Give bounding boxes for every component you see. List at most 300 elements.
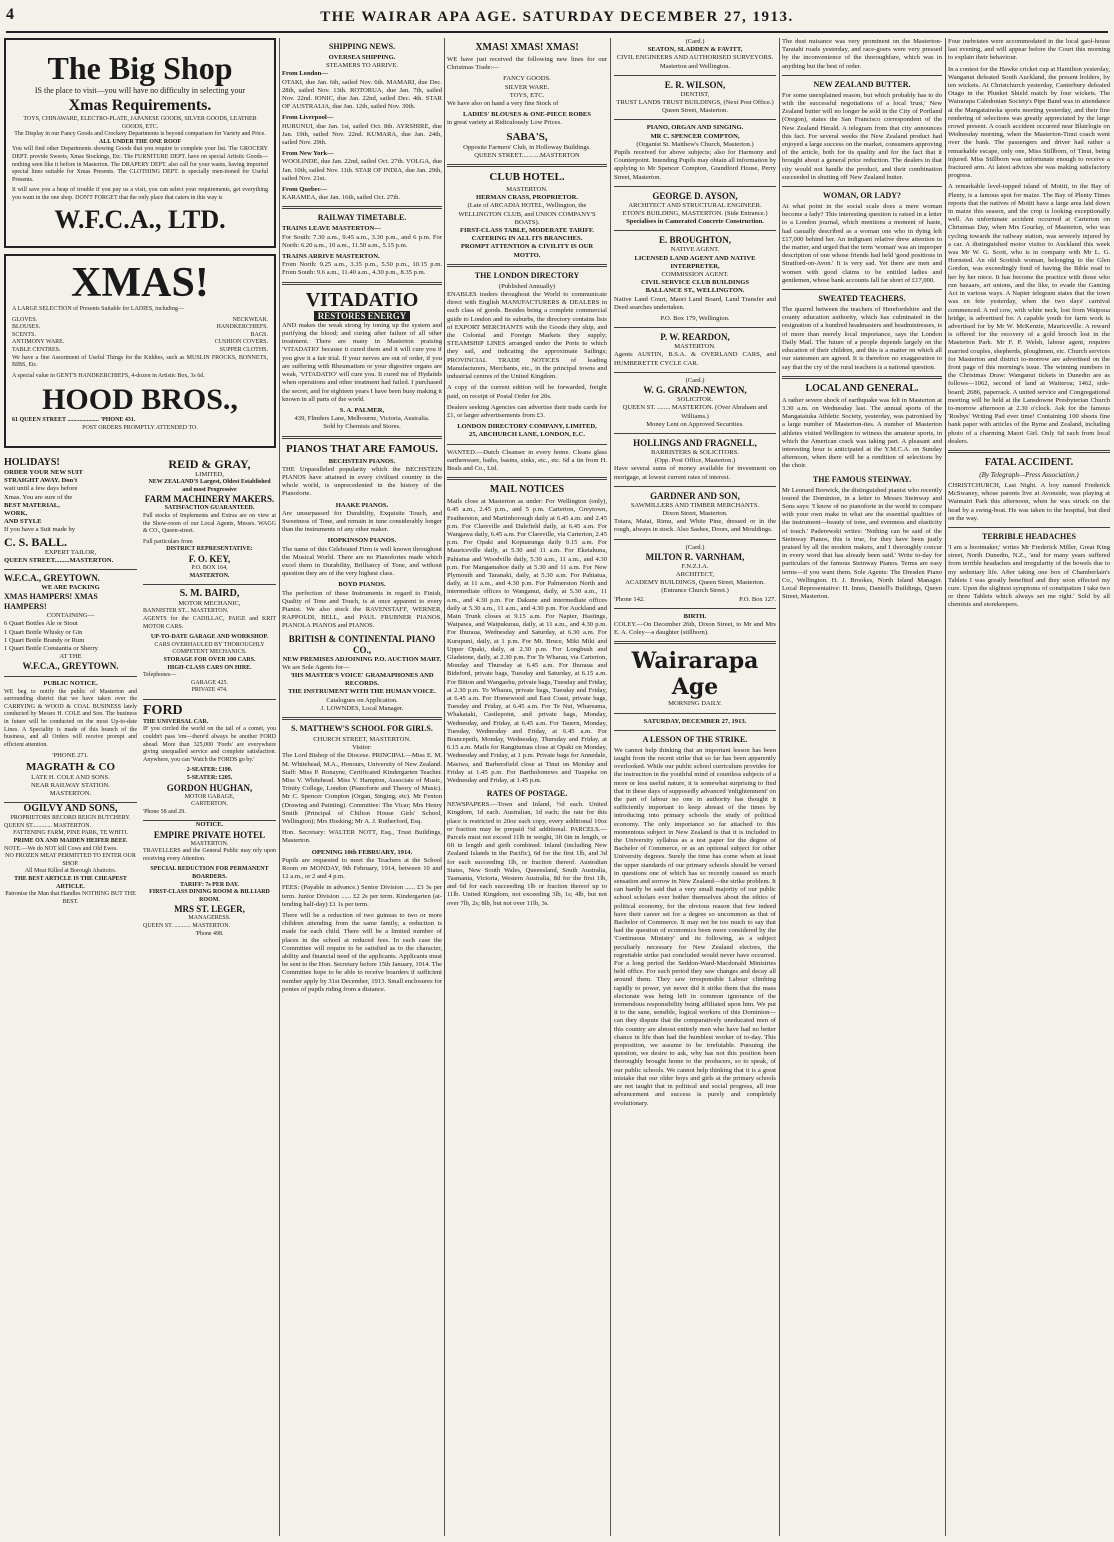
from-liverpool: From Liverpool— (282, 114, 334, 122)
ayson-sub: ARCHITECT AND STRUCTURAL ENGINEER. (628, 201, 762, 209)
wilson-sub: DENTIST, (680, 90, 710, 98)
broughton-body: Native Land Court, Maori Land Board, Land Transfer and Deed searches undertaken. (614, 295, 776, 311)
seaton-title: SEATON, SLADDEN & FAVITT, (647, 46, 743, 54)
club-town: MASTERTON. (506, 186, 548, 194)
hood-items (12, 317, 268, 355)
baird-tel: Telephones— (143, 672, 177, 679)
club-prompt: PROMPT ATTENTION & CIVILITY IS OUR MOTTO. (460, 243, 594, 259)
club-tariff: FIRST-CLASS TABLE, MODERATE TARIFF. (460, 227, 594, 235)
directory-body: ENABLES traders throughout the World to communicate direct with English MANUFACTURERS & DEALERS in each class of goods. Besides being a complete commercial guide to London and its suburbs, the directory contains lists of EXPORT MERCHANTS with the Goods they ship, and the Colonial and Foreign Markets they supply; STEAMSHIP LINES arranged under the Ports to which they sail, and indicating the approximate Sailings; PROVINCIAL TRADE NOTICES of leading Manufacturers, Merchants, etc., in the principal towns and industrial centres of the United Kingdom. (447, 291, 607, 381)
hotel-notice: NOTICE. (195, 821, 224, 829)
column-1 (4, 38, 276, 1538)
ball-trade: EXPERT TAILOR, (44, 548, 97, 556)
broughton-title: E. BROUGHTON, (658, 235, 732, 246)
reid-largest: NEW ZEALAND'S Largest, Oldest Established and most Progressive (148, 479, 271, 493)
list-item: SILVER WARE. (504, 83, 550, 91)
london-ships: OTAKI, due Jan. 6th, sailed Nov. 6th. MAMARI, due Dec. 28th, sailed Nov. 13th. ROTORUA, due Jan. 7th, sailed Nov. 22nd. IONIC, due Jan. 22nd, sailed Dec. 4th. STAR OF AUSTRALIA, due Jan. 12th, sailed Nov. 30th. (282, 78, 442, 111)
baird-ad (143, 585, 276, 700)
broughton-civil: CIVIL SERVICE CLUB BUILDINGS (640, 279, 750, 287)
directory-address: 25, ABCHURCH LANE, LONDON, E.C. (469, 431, 585, 439)
varnham-card: (Card.) (685, 543, 705, 551)
mail-title: MAIL NOTICES (489, 484, 565, 496)
ford-five-seater: 5-SEATER: £205. (186, 775, 233, 782)
grandnewton-address: QUEEN ST. ........ MASTERTON. (Over Abraham and Williams.) (622, 404, 768, 420)
ball-line: Xmas. You are sure of the (4, 493, 73, 501)
baird-hire: HIGH-CLASS CARS ON HIRE. (167, 664, 252, 671)
baird-private-no: PRIVATE 474. (191, 687, 228, 694)
xmas-requirements: Xmas Requirements. (68, 97, 212, 114)
big-shop-goods: TOYS, CHINAWARE, ELECTRO-PLATE, JAPANESE GOODS, SILVER GOODS, LEATHER GOODS, ETC. (23, 116, 257, 130)
birth-body: COLEY.—On December 26th, Dixon Street, to Mr and Mrs E. A. Coley—a daughter (stillborn). (614, 620, 776, 637)
hopkinson-body: The name of this Celebrated Firm is well known throughout the Musical World. There are no Pianofortes made which excel them in Durability, Brilliancy of Tone, and without question they are of the very highest class. (282, 545, 442, 578)
saba-body: WE have just received the following new lines for our Christmas Trade:— (447, 56, 607, 72)
ogilvy-frozen: NO FROZEN MEAT PERMITTED TO ENTER OUR SHOP. (5, 853, 136, 867)
hollings-sub: BARRISTERS & SOLICITORS. (651, 448, 739, 456)
ford-body: IF you circled the world on the tail of a comet, you couldn't pass 'em—there'd always be another FORD ahead. More than 325,000 'Fords' are everywhere giving unequalled service and complete satisfaction. Anywhere, you can 'Watch the FORDS go by.' (143, 726, 276, 763)
inebriates-item: Four inebriates were accommodated in the local gaol-house last evening, and will appear before the Court this morning to explain their behaviour. (948, 38, 1110, 62)
matthews-rest: There will be a reduction of two guineas to two or more children attending from the same family, a reduction is made for each child. There will be a limited number of places in the school at reduced fees. In each case the Committee will require to be satisfied as to the character, ability and financial need of the applicants. Applicants must be sent to the Hon. Secretary before 15th January, 1914. The Committee hope to be able to receive boarders if sufficient number apply by 31st December, 1913. Small enclosures for ponies of pupils riding from a distance. (282, 912, 442, 993)
ford-dealer: GORDON HUGHAN, (166, 782, 253, 793)
column-divider (444, 38, 445, 1536)
fatal-accident-body: CHRISTCHURCH, Last Night. A boy named Frederick McSwaney, whose parents live at Avonside, was playing at Waimairi Park this afternoon, when he was struck on the head by a swing-boat. He was taken to the hospital, but died on the way. (948, 481, 1110, 522)
divider (614, 539, 776, 540)
compton-title: PIANO, ORGAN AND SINGING. (646, 124, 744, 132)
list-item: SUPPER CLOTHS. (219, 346, 268, 353)
ogilvy-address: QUEEN ST............. MASTERTON. (4, 822, 92, 829)
ogilvy-patron: Patronise the Man that Handles NOTHING BUT THE BEST. (5, 891, 136, 905)
column-4 (614, 38, 776, 1538)
right-subcolumn (143, 454, 276, 938)
broughton-box: P.O. Box 179, Wellington. (660, 315, 730, 323)
steamers-arrive: STEAMERS TO ARRIVE. (325, 62, 399, 70)
list-item: HANDKERCHIEFS. (216, 324, 268, 331)
wilson-title: E. R. WILSON, (664, 79, 726, 90)
hopkinson-title: HOPKINSON PIANOS. (327, 537, 397, 545)
ford-garage: MOTOR GARAGE, (184, 793, 235, 800)
postage-rates-title: RATES OF POSTAGE. (486, 789, 568, 799)
hood-right-list (215, 317, 268, 355)
column-6 (948, 38, 1110, 1538)
pianos-title: PIANOS THAT ARE FAMOUS. (286, 442, 438, 455)
varnham-contact (614, 596, 776, 604)
news-items-2: A remarkable level-topped island of Motiti, in the Bay of Plenty, is a famous spot for maize. The Bay of Plenty Times reports that the natives of Motiti have a large area laid down in maize this season, and the crop is looking exceptionally well. An unfortunate accident occurred at Carterton on Christmas Day, when Mrs Gourlay, of Masterton, who was cycling towards the railway station, was severely injured by a car. A distinguished motor visitor to Auckland this week was Mr W. G. Scott, who is in company with Mr L. G. Hornsted. An old Scottish woman, belonging to the Glen Gordon, was exceedingly fond of having the Bible read to her by her niece. It has become the practice with those who run bazaars, art unions, and the like, to evade the Gaming Act in various ways. A Napier telegram states that the town was en fete yesterday, when the two days' carnival commenced. A red cow, with white neck, lost from Waipoua bridge, is advertised for. A capable youth for farm work is advertised for by Mr W. McKenzie, Mauriceville. A reward is offered for the recovery of a gold brooch lost in the Masterton Park. Mr F. P. Welsh, labour agent, requires married couples, shepherds, ploughmen, etc. Church services for Masterton and district to-morrow are advertised on the front page of this morning's issue. The winning numbers in the Christmas Draw: Wanganui tickets in Dunedin are as follows—1062, second of land at Waiteroa; 1462, side-board; 2686, paperrack. A united service and Congregational meeting will be held at the Lansdowne Presbyterian Church to-morrow afternoon at 2.30 o'clock. Ask for the famous 'Rosbys' Writing Pad ever time! Containing 100 sheets fine bank paper with articles of the Ryme and Zealand, including photo of a charming Maori Girl. Only 6d each from local dealers. (948, 183, 1110, 445)
ball-line: AND STYLE (4, 518, 42, 526)
shipping-title: SHIPPING NEWS. (328, 42, 396, 51)
matthews-fees: FEES: (Payable in advance.) Senior Division ...... £3 3s per term. Junior Division ...... £2 2s per term. Kindergarten (at-tending half-day) £1 1s per term. (282, 884, 442, 908)
divider (614, 608, 776, 609)
divider (614, 75, 776, 76)
wanted-notice: WANTED.—Dutch Cleanser in every home. Cleans glass earthenware, baths, basins, sinks, etc., etc. 6d a tin from H. Beals and Co., Ltd. (447, 448, 607, 472)
divider (282, 436, 442, 439)
gardner-sub: SAWMILLERS AND TIMBER MERCHANTS. (630, 501, 760, 509)
directory-dealers: Dealers seeking Agencies can advertise their trade cards for £1, or larger advertisements from £3. (447, 403, 607, 419)
reid-name: F. O. KEY, (188, 553, 231, 564)
his-masters-voice: 'HIS MASTER'S VOICE' GRAMAPHONES AND RECORDS. (290, 671, 434, 688)
vitadatio-body: AND makes the weak strong by toning up the system and purifying the blood; and curing after failure of all other treatment. There are many in Masterton praising 'VITADATIO' because it cured them and it will cure you if you give it a fair trial. If your nerves are out of order, if you are suffering with Rheumatism or your digestive organs are weak, 'VITADATIO' will cure you. It cured me of Hydatids when operations and other treatment had failed. I purchased the secret, and for eighteen years I have been busy making it known in all parts of the world. (282, 321, 442, 403)
big-shop-trouble: It will save you a heap of trouble if you pay us a visit, you can select your requirements, get everything you want in the one shop. DON'T FORGET that the only place that caters in this way is (12, 187, 268, 201)
ball-line: STRAIGHT AWAY. Don't (4, 477, 78, 485)
railway-title: RAILWAY TIMETABLE. (317, 213, 407, 223)
hood-address: 61 QUEEN STREET ..................... 'PHONE 431. (12, 417, 136, 424)
headaches-title: TERRIBLE HEADACHES (981, 531, 1077, 541)
matthews-pupils: Pupils are requested to meet the Teachers at the School Room on MONDAY, 9th February, 1914, between 10 and 12 a.m., or 2 and 4 p.m. (282, 856, 442, 881)
baird-storage: STORAGE FOR OVER 100 CARS. (163, 656, 256, 663)
matthews-sec: Hon. Secretary: WALTER NOTT, Esq., Trust Buildings, Masterton. (282, 829, 442, 845)
list-item: 6 Quart Bottles Ale or Stout (4, 620, 78, 628)
grandnewton-card: (Card.) (685, 376, 705, 384)
strike-title: A LESSON OF THE STRIKE. (642, 734, 748, 744)
hood-gents: A special value in GENT'S HANDKERCHIEFS, 4-dozen in Artistic Box, 3s 6d. (12, 372, 205, 379)
ogilvy-note: NOTE.—We do NOT kill Cows and Old Ewes. (4, 845, 118, 852)
bechstein-body: THE Unparalleled popularity which the BECHSTEIN PIANOS have attained in every civilised country in the whole world, is unprecedented in the history of the Pianoforte. (282, 465, 442, 498)
liverpool-ships: HURUNUI, due Jan. 1st, sailed Oct. 8th. AYRSHIRE, due Jan. 19th, sailed Nov. 22nd. KUMARA, due Jan. 24th, sailed Nov. 29th. (282, 122, 442, 147)
ball-line: BEST MATERIAL, (4, 501, 60, 509)
divider (614, 119, 776, 120)
ford-sub: THE UNIVERSAL CAR. (143, 718, 209, 725)
divider (782, 186, 942, 187)
woman-lady-body: At what point in the social scale does a mere woman become a lady? This interesting question is raised in a letter to a London journal, which mentions a moment of haste, had casually described as a woman one who in dying left £17,000 behind her. An indignant relative drew attention to the matter, and urged that the term 'woman' was an improper description of one whose friends had held 'good positions in Stratford-on-Avon.' It is very sad. Yet there are men and women with good claims to be entitled ladies and gentlemen, whose bank accounts fall far short of £17,000. (782, 203, 942, 284)
ball-name: C. S. BALL. (4, 534, 68, 549)
divider (614, 641, 776, 644)
matthews-visitor: Visitor: (352, 744, 372, 752)
reid-rep: DISTRICT REPRESENTATIVE: (166, 546, 253, 553)
directory-pub: (Published Annually) (498, 282, 556, 290)
reid-limited: LIMITED, (195, 471, 224, 478)
hood-intro: A LARGE SELECTION of Presents Suitable for LADIES, including— (12, 306, 184, 312)
column-divider (945, 38, 946, 1536)
containing: CONTAINING— (46, 612, 95, 620)
ogilvy-killed: All Meat Killed at Borough Abattoirs. (24, 868, 117, 875)
woman-lady-title: WOMAN, OR LADY? (823, 191, 901, 201)
divider (447, 164, 607, 167)
hotel-body: TRAVELLERS and the General Public may rely upon receiving every Attention. (143, 848, 276, 862)
baird-title: S. M. BAIRD, (179, 588, 240, 600)
seaton-town: Masterton and Wellington. (659, 62, 731, 70)
saba-blouses: LADIES' BLOUSES & ONE-PIECE ROBES (463, 111, 591, 119)
gardner-address: Dixon Street, Masterton. (662, 509, 728, 517)
divider (614, 730, 776, 731)
from-london: From London— (282, 70, 328, 78)
column-2 (282, 38, 442, 1538)
divider (948, 450, 1110, 453)
farm-machinery: FARM MACHINERY MAKERS. (144, 494, 275, 505)
directory-firm: LONDON DIRECTORY COMPANY, LIMITED, (457, 423, 597, 431)
list-item: CUSHION COVERS. (214, 339, 268, 346)
reid-body: Full stocks of Implements and Extras are on view at the Show-room of our Local Agents, Messrs. WAGG & CO., Queen-street. (143, 512, 276, 535)
hollings-title: HOLLINGS AND FRAGNELL, (633, 437, 757, 448)
sweated-body: The quarrel between the teachers of Herefordshire and the county education authority, which has culminated in the resignation of a hundred headmasters and headmistresses, is of more than merely local importance, says the London Daily Mail. The future of a people depends largely on the education of their children, and this is a matter on which all our statesmen are agreed. It is therefore no exaggeration to say that the cry of the rural teachers is a national question. (782, 306, 942, 371)
list-item: 1 Quart Bottle Brandy or Rum (4, 636, 85, 644)
from-newyork: From New York— (282, 150, 334, 158)
sweated-title: SWEATED TEACHERS. (818, 294, 906, 304)
gardner-title: GARDNER AND SON, (650, 490, 740, 501)
ford-two-seater: 2-SEATER: £190. (186, 767, 233, 774)
trains-arrive: TRAINS ARRIVE MASTERTON. (282, 253, 380, 261)
matthews-title: S. MATTHEW'S SCHOOL FOR GIRLS. (291, 724, 433, 733)
steinway-body: Mr Leonard Borwick, the distinguished pianist who recently toured the Dominion, in a letter to Messrs Steinway and Sons says: 'I know of no pianoforte in the world to compare with your own make in what are the essential qualities of the instrument—beauty of tone, and evenness and elasticity of touch.' Paderewski writes: 'Nothing can be said of the Steinway Pianos, this is true, for they have been justly praised by all the modern makers, and I thoroughly concur in every word that has already been said.' Write to-day for particulars of the famous Steinway Pianos. Terms are easy terms—if you want them. Sole Agents: The Dresden Piano Co., Wellington. H. J. Brookes, North Island Manager. Local Representative: H. Innes, Daniell's Buildings, Queen Street, Masterton. (782, 486, 942, 601)
baird-garage-no: GARAGE 425. (191, 679, 228, 686)
wfca-firm: W.F.C.A., LTD. (54, 204, 226, 234)
big-shop-ad (4, 38, 276, 248)
column-divider (610, 38, 611, 1536)
ayson-title: GEORGE D. AYSON, (652, 190, 738, 201)
page-number: 4 (6, 6, 14, 23)
compton-body: Pupils received for above subjects; also for Harmony and Counterpoint. Intending Pupils may obtain all information by applying to Mr Spencer Compton, Grandford House, Perry Street, Masterton. (614, 149, 776, 181)
varnham-phone: 'Phone 142. (614, 595, 645, 603)
ogilvy-title: OGILVY AND SONS, (23, 803, 118, 815)
ogilvy-best: THE BEST ARTICLE IS THE CHEAPEST ARTICLE. (14, 875, 127, 890)
steinway-title: THE FAMOUS STEINWAY. (812, 474, 912, 484)
reardon-title: P. W. REARDON, (660, 332, 730, 343)
divider (782, 376, 942, 379)
saba-firm: SABA'S, (506, 130, 548, 143)
hood-bros-firm: HOOD BROS., (42, 383, 238, 417)
ogilvy-prime: PRIME OX AND MAIDEN HEIFER BEEF. (13, 838, 128, 844)
saba-title: XMAS! XMAS! XMAS! (475, 42, 579, 53)
reardon-body: Agents AUSTIN, B.S.A. & OVERLAND CARS, and HUMBERETTE CYCLE CAR. (614, 351, 776, 367)
column-3 (447, 38, 607, 1538)
club-catering: CATERING IN ALL ITS BRANCHES. (471, 235, 583, 243)
magrath-near: NEAR RAILWAY STATION. (31, 781, 110, 789)
matthews-address: CHURCH STREET, MASTERTON. (313, 736, 411, 743)
hood-kiddies: We have a fine Assortment of Useful Things for the Kiddies, such as MUSLIN FROCKS, BONNETS, BIBS, Etc. (12, 354, 268, 369)
broughton-commission: COMMISSION AGENT. (661, 271, 729, 279)
haake-title: HAAKE PIANOS. (335, 501, 389, 509)
hollings-body: Have several sums of money available for investment on mortgage, at lowest current rates of interest. (614, 465, 776, 481)
postage-rates-body: NEWSPAPERS.—Town and Inland, ½d each. United Kingdom, 1d each. Australian, 1d each; the rate for this place is restricted to 20oz each copy, every additional 10oz or fraction may be prepaid ½d additional. PARCELS.—Parcels must not exceed 11lb in weight, 3ft 6in in length, or 6ft in length and girth combined. Inland (including New Zealand Islands in the Pacific), 6d for the first 1lb, and 3d for each succeeding 1lb, or fraction thereof. Australian States, New South Wales, Queensland, South Australia, Tasmania, Victoria, Western Australia, 8d for the first 1lb, and 6d for each succeeding 1lb or fraction thereof up to 11lb. United Kingdom, not exceeding 3lb, 1s; 4lb, but not over 7lb, 2s; 8lb, but not over 11lb, 3s. (447, 801, 607, 907)
sole-agents: We are Sole Agents for— (282, 663, 350, 671)
list-item: SCENTS. (12, 331, 36, 338)
list-item: GLOVES. (12, 316, 38, 323)
vitadatio-name: S. A. PALMER, (339, 406, 385, 414)
trains-leave: TRAINS LEAVE MASTERTON— (282, 225, 381, 233)
magrath-town: MASTERTON. (49, 790, 92, 798)
butter-body: For some unexplained reason, but which probably has to do with the successful negotiations of a local 'trust,' New Zealand butter will no longer be sold in the City of Portland (Oregon), states the San Francisco correspondent of the New Zealand Herald. A telegram from that city announces this fact. For several weeks the New Zealand product had enjoyed a large success on the market, consumers approving of the article, both for its quality and for the fact that it brought about a general price reduction. The dealers in that city would not handle the product, and their combination succeeded in shutting off New Zealand butter. (782, 91, 942, 181)
hood-left-list (12, 317, 64, 355)
wairarapa-age-masthead: Wairarapa Age (631, 648, 759, 701)
divider (614, 713, 776, 714)
hotel-town: MASTERTON. (190, 840, 229, 847)
divider (447, 477, 607, 480)
reid-gray-ad (143, 454, 276, 585)
divider (948, 527, 1110, 528)
dust-nuisance: The dust nuisance was very prominent on the Masterton-Taratahi roads yesterday, and race-goers were very pressed by the inconvenience of the thoroughfare, which was in anything but the best of order. (782, 38, 942, 70)
directory-copy: A copy of the current edition will be forwarded, freight paid, on receipt of Postal Order for 20s. (447, 384, 607, 400)
hotel-title: EMPIRE PRIVATE HOTEL (153, 829, 266, 840)
list-item: 1 Quart Bottle Constantia or Sherry (4, 645, 98, 653)
hollings-address: (Opp. Post Office, Masterton.) (654, 457, 736, 465)
broughton-ballance: BALLANCE ST., WELLINGTON. (645, 287, 745, 295)
baird-cars: CARS OVERHAULED BY THOROUGHLY COMPETENT MECHANICS. (154, 641, 265, 656)
saba-town: QUEEN STREET...........MASTERTON (474, 151, 580, 159)
hotel-mrs: MRS ST. LEGER, (174, 904, 245, 915)
saba-variety: in great variety at Ridiculously Low Prices. (447, 119, 562, 127)
list-item: BAGS. (250, 331, 268, 338)
varnham-sub2: ARCHITECT, (675, 570, 715, 578)
grandnewton-money: Money Lent on Approved Securities. (646, 420, 744, 428)
seaton-sub: CIVIL ENGINEERS AND AUTHORISED SURVEYORS. (616, 54, 774, 62)
ogilvy-ad (4, 803, 137, 906)
public-notice: PUBLIC NOTICE. (43, 680, 98, 688)
club-hotel-title: CLUB HOTEL. (489, 171, 565, 184)
newyork-ships: WOOLINDE, due Jan. 22nd, sailed Oct. 27th. VOLGA, due Jan. 10th, sailed Nov. 11th. STAR OF INDIA, due Jan. 29th, sailed Nov. 21st. (282, 158, 442, 182)
oversea-shipping: OVERSEA SHIPPING. (328, 54, 396, 61)
hotel-address: QUEEN ST. ........... MASTERTON. (143, 922, 231, 929)
list-item: TOYS, ETC. (509, 91, 545, 99)
divider (614, 372, 776, 373)
hotel-phone: 'Phone 498. (195, 930, 224, 937)
restores-energy-badge: RESTORES ENERGY (314, 311, 411, 321)
hampers: XMAS HAMPERS! XMAS HAMPERS! (4, 592, 98, 612)
butter-title: NEW ZEALAND BUTTER. (813, 79, 911, 89)
headaches-body: 'I am a bootmaker,' writes Mr Frederick Miller, Great King street, North Dunedin, N.Z., 'and for many years suffered from terrible headaches and irregularity of the bowels due to my sedentary life. After taking one box of Chamberlain's Tablets I was greatly benefited and they soon effected my cure. Upon the slightest symptoms of constipation I take two or three Tablets which always set me right.' Sold by all chemists and storekeepers. (948, 543, 1110, 609)
divider (282, 282, 442, 285)
big-shop-intro: IS the place to visit—you will have no difficulty in selecting your (34, 86, 246, 95)
divider (614, 327, 776, 328)
saba-address: Opposite Farmers' Club, in Holloway Buildings. (463, 143, 591, 151)
magrath-late: LATE H. COLE AND SONS. (31, 773, 110, 781)
british-piano-co: BRITISH & CONTINENTAL PIANO CO., (288, 633, 436, 655)
saba-stock: We have also on hand a very fine Stock of (447, 100, 559, 108)
list-item: ANTIMONY WARE. (12, 339, 65, 346)
big-shop-title: The Big Shop (47, 50, 233, 86)
packing: WE ARE PACKING (41, 584, 100, 592)
divider (282, 206, 442, 209)
matthews-body: The Lord Bishop of the Diocese. PRINCIPAL—Miss E. M. M. Whitehead, M.A., Honours, University of New Zealand. Staff: Miss P. Ronayne, Certificated Kindergarten Teacher. Miss V. Whitehead. Miss V. Hampton, Associate of Music, Trinity College, London (Pianoforte and Theory of Music). Mr C. Spencer Compton (Organ, Singing, etc). Mr Fenton (Drawing and Painting). Committee: The Vicar; Mrs Henry Smith (Principal of Chilton House Girls' School, Wellington); Mrs Hosking; Mr A. J. Rutherford, Esq. (282, 752, 442, 826)
ball-line: If you have a Suit made by (4, 526, 76, 534)
boyd-title: BOYD PIANOS. (338, 581, 386, 589)
magrath-phone: 'PHONE 271. (52, 752, 89, 760)
ford-town: CARTERTON. (191, 801, 228, 808)
directory-title: THE LONDON DIRECTORY (474, 270, 580, 280)
ball-line: wait until a few days before (4, 485, 78, 493)
reid-gray-title: REID & GRAY, (168, 457, 251, 471)
grandnewton-sub: SOLICITOR. (677, 396, 713, 404)
magrath-ad (4, 677, 137, 803)
broughton-licensed: LICENSED LAND AGENT AND NATIVE INTERPRETER, (634, 254, 756, 270)
piano-manager: J. LOWNDES, Local Manager. (320, 704, 404, 712)
boyd-body: The perfection of these Instruments in regard to Finish, Quality of Tone and Touch, is at once apparent to every Pianist. We also stock the RAVENSTAFF, WERNER, RAPPOLDI, BELL, and PAUL FRUBNER PIANOS, PIANOLA PIANOS and PIANOS. (282, 589, 442, 630)
grandnewton-title: W. G. GRAND-NEWTON, (643, 385, 747, 396)
ogilvy-sub: PROPRIETORS RECORD REIGN BUTCHERY. (10, 815, 131, 822)
club-late: (Late of ARCADIA HOTEL, Wellington, the WELLINGTON CLUB, and UNION COMPANY'S BOATS). (458, 202, 596, 226)
varnham-sub: F.N.Z.I.A. (681, 562, 709, 570)
baird-trade: MOTOR MECHANIC, (178, 600, 241, 608)
big-shop-display: The Display in our Fancy Goods and Crockery Departments is beyond comparison for Variety and Price. (14, 131, 266, 138)
empire-hotel-ad (143, 821, 276, 938)
reid-town: MASTERTON. (189, 572, 230, 579)
club-proprietor: HERMAN CRASS, PROPRIETOR. (475, 194, 579, 202)
divider (614, 486, 776, 487)
bechstein-title: BECHSTEIN PIANOS. (328, 457, 396, 465)
divider (782, 75, 942, 76)
broughton-sub: NATIVE AGENT. (670, 246, 720, 254)
masthead-rule (6, 31, 1108, 33)
wfca-greytown-ad (4, 570, 137, 677)
magrath-body: WE beg to notify the public of Masterton and surrounding district that we have taken over the CARRYING & WOOD & COAL BUSINESS lately conducted by Messrs H. COLE and Son. The business in future will be conducted on the most Up-to-date Lines. A Speciality is made of this branch of the business, and all Orders will receive prompt and efficient attention. (4, 688, 137, 748)
hotel-dining: FIRST-CLASS DINING ROOM & BILLIARD ROOM. (149, 889, 270, 903)
editorial-date: SATURDAY, DECEMBER 27, 1913. (643, 717, 747, 725)
trains-leave-body: For South: 7.30 a.m., 9.45 a.m., 3.30 p.m., and 6 p.m. For North: 6.20 a.m., 10 a.m., 11.50 a.m., 5.15 p.m. (282, 233, 442, 249)
varnham-address: ACADEMY BUILDINGS, Queen Street, Masterton. (Entrance Church Street.) (625, 579, 765, 595)
divider (447, 264, 607, 267)
wilson-address: TRUST LANDS TRUST BUILDINGS, (Next Post Office.) (616, 99, 774, 107)
newspaper-title: THE WAIRAR APA AGE. SATURDAY DECEMBER 27, 1913. (320, 9, 794, 25)
xmas-title: XMAS! (71, 260, 209, 306)
holidays-title: HOLIDAYS! (4, 457, 60, 468)
hotel-tariff: TARIFF: 7s PER DAY. (179, 881, 240, 888)
hotel-manageress: MANAGERESS. (188, 915, 231, 922)
new-premises: NEW PREMISES ADJOINING P.O. AUCTION MART. (282, 655, 442, 663)
divider (447, 444, 607, 445)
fatal-accident-sub: (By Telegraph—Press Association.) (979, 470, 1079, 479)
baird-address: BANNISTER ST... MASTERTON. (143, 608, 229, 615)
baird-garage: UP-TO-DATE GARAGE AND WORKSHOP. (150, 634, 269, 641)
satisfaction: SATISFACTION GUARANTEED. (164, 505, 255, 512)
ball-address: QUEEN STREET.........MASTERTON. (4, 556, 114, 564)
ball-line: ORDER YOUR NEW SUIT (4, 469, 83, 476)
big-shop-body: You will find other Departments showing Goods that you require to complete your list. The GROCERY DEPT. provide Sweets, Xmas Stockings, Etc. The FURNITURE DEPT. have on special Artistic Goods—nothing seen like it before in Masterton. The DRAPERY DEPT. also call for your wants, having imported special lines suitable for Xmas Presents. The CLOTHING DEPT. is specially men-tioned for Useful Presents. (12, 146, 268, 183)
column-5 (782, 38, 942, 1538)
seaton-card: (Card.) (685, 38, 705, 45)
varnham-box: P.O. Box 127. (739, 595, 776, 603)
baird-agents: AGENTS for the CADILLAC, PAIGE and KRIT MOTOR CARS. (143, 615, 276, 630)
magrath-firm: MAGRATH & CO (25, 760, 115, 773)
divider (282, 717, 442, 720)
fatal-accident-title: FATAL ACCIDENT. (984, 456, 1074, 468)
divider (614, 433, 776, 434)
list-item: NECKWEAR. (232, 316, 268, 323)
trains-arrive-body: From North: 9.25 a.m., 3.35 p.m., 5.50 p.m., 10.15 p.m. From South: 9.6 a.m., 11.40 a.m., 4.30 p.m., 8.35 p.m. (282, 261, 442, 277)
list-item: BLOUSES. (12, 324, 41, 331)
list-item: TABLE CENTRES. (12, 346, 61, 353)
wilson-town: Queen Street, Masterton. (662, 107, 728, 115)
human-voice: THE INSTRUMENT WITH THE HUMAN VOICE. (288, 688, 436, 696)
wfca-greytown-title: W.F.C.A., GREYTOWN. (4, 573, 100, 584)
divider (614, 186, 776, 187)
ford-ad (143, 700, 276, 822)
birth-title: BIRTH. (683, 612, 707, 620)
reid-box: P.O. BOX 164, (191, 564, 228, 571)
strike-body: We cannot help thinking that an important lesson has been taught from the recent strike that so far has been apparently overlooked. While our public school curriculum provides for the instruction in the youthful mind of countless subjects of a more or less useful nature, it is somewhat surprising to find that in these days of supposedly advanced 'enlightenment' on the part of labour no one in authority has thought it sufficiently important to keep abreast of the times by introducing into primary schools the study of political economy. The only importance so far attached to this momentous subject in New Zealand is that it is included in the University syllabus as a test paper for the degree of Bachelor of Commerce, or as an optional subject for other University degrees. Surely the time has come when at least the upper standards of our primary schools should be versed in questions one of which has so recently caused so much sensation and sorrow in New Zealand—the strike problem. It can hardly be said that a very small majority of our public school scholars ever bother themselves about the ethics of political economy, for the obvious reason that few indeed have their career set for a degree so uncommon as that of Bachelor of Commerce. It may not be too much to say that had the question of economics been more considered by the 'Continuous Ministry' and its following, as a subject peculiarly necessary for New Zealand electors, the regrettable strike just concluded would never have occurred. For a long period the Seddon-Ward-Macdonald Ministries held office. For such period they saw changes and decay all around them. They saw irresponsible Labour climbing rapidly to power, yet never did it strike them that the mass electorate was being left in common ignorance of the tremendous responsibility being affiliated upon him. We put it to the sane, sensible, logical workers of this Dominion—can they dispute that the comparatively uneducated men of this country are almost entirely men who have had no better chance in life than had the humblest worker of to-day. This proposition, we assume to be irrefutable. Pursuing the question, we desire to ask, why has not this position been thoroughly brought home to the producers, so to speak, of our public schools. We cannot help thinking that it is a great mistake that our older boys and girls at the primary schools are not taught that in political and social progress, all true advancement and success is purely and completely evolutionary. (614, 746, 776, 1107)
reardon-town: MASTERTON. (674, 343, 716, 351)
ford-title: FORD (143, 702, 183, 718)
compton-name: MR C. SPENCER COMPTON, (650, 132, 740, 140)
divider (614, 230, 776, 231)
column-divider (779, 38, 780, 1536)
vitadatio-title: VITADATIO (305, 288, 419, 311)
ball-line: WORK, (4, 510, 28, 518)
masthead (0, 0, 1114, 32)
ayson-spec: Specialises in Camerated Concrete Construction. (626, 218, 764, 226)
local-general-title: LOCAL AND GENERAL. (805, 382, 919, 394)
column-divider (279, 38, 280, 1536)
vitadatio-address: 439, Flinders Lane, Melbourne, Victoria, Australia. (294, 415, 430, 423)
hood-post: POST ORDERS PROMPTLY ATTENDED TO. (82, 424, 198, 431)
under-one-roof: ALL UNDER THE ONE ROOF (98, 138, 182, 145)
list-item: FANCY GOODS. (503, 75, 551, 83)
hood-bros-ad (4, 254, 276, 448)
catalogues: Catalogues on Application. (326, 696, 398, 704)
wfca-greytown-footer: W.F.C.A., GREYTOWN. (22, 661, 119, 672)
hotel-special: SPECIAL REDUCTION FOR PERMANENT BOARDERS. (150, 866, 269, 880)
ball-ad (4, 454, 137, 570)
gardner-body: Totara, Matai, Rimu, and White Pine, dressed or in the rough, always in stock. Also Sashes, Doors, and Mouldings. (614, 518, 776, 534)
news-items-1: In a contest for the Hawke cricket cup at Hamilton yesterday, Wanganui defeated South Auckland, the present holders, by ten wickets. At Christchurch yesterday, Canterbury defeated Otago in the Plunket Shield match by four wickets. The Wairarapa Caledonian Society's Pipe Band was in attendance at the Mangatainoka sports meeting yesterday, and their fine rendering of selections was greatly appreciated by the large crowd present. A coach accident occurred near Blairlogie on Wednesday morning, when the Masterton-Tinui coach went over the bank. The passengers and driver had rather a remarkable escape, only one, Miss Stillborn, of Tinui, being injured. Miss Stillborn was unfortunate enough to receive a fractured arm. At latest advices she was making satisfactory progress. (948, 65, 1110, 180)
ford-phone: 'Phone 58 and 29. (143, 808, 186, 815)
haake-body: Are unsurpassed for Durability, Exquisite Touch, and Sweetness of Tone, and remain in tune considerably longer than the instruments of any other maker. (282, 509, 442, 534)
local-general-body: A rather severe shock of earthquake was felt in Masterton at 3.30 a.m. on Wednesday last. The annual sports of the Mangataiuka Athletic Society, yesterday, was patronised by a large number of Masterton-ites. A number of Masterton athletes visited Wellington to witness the amateur sports, in which the American crack was taking part. A pleasant and interesting hour is anticipated at the Y.M.C.A. on Sunday afternoon, when there will be a rendition of selections by the choir. (782, 396, 942, 470)
